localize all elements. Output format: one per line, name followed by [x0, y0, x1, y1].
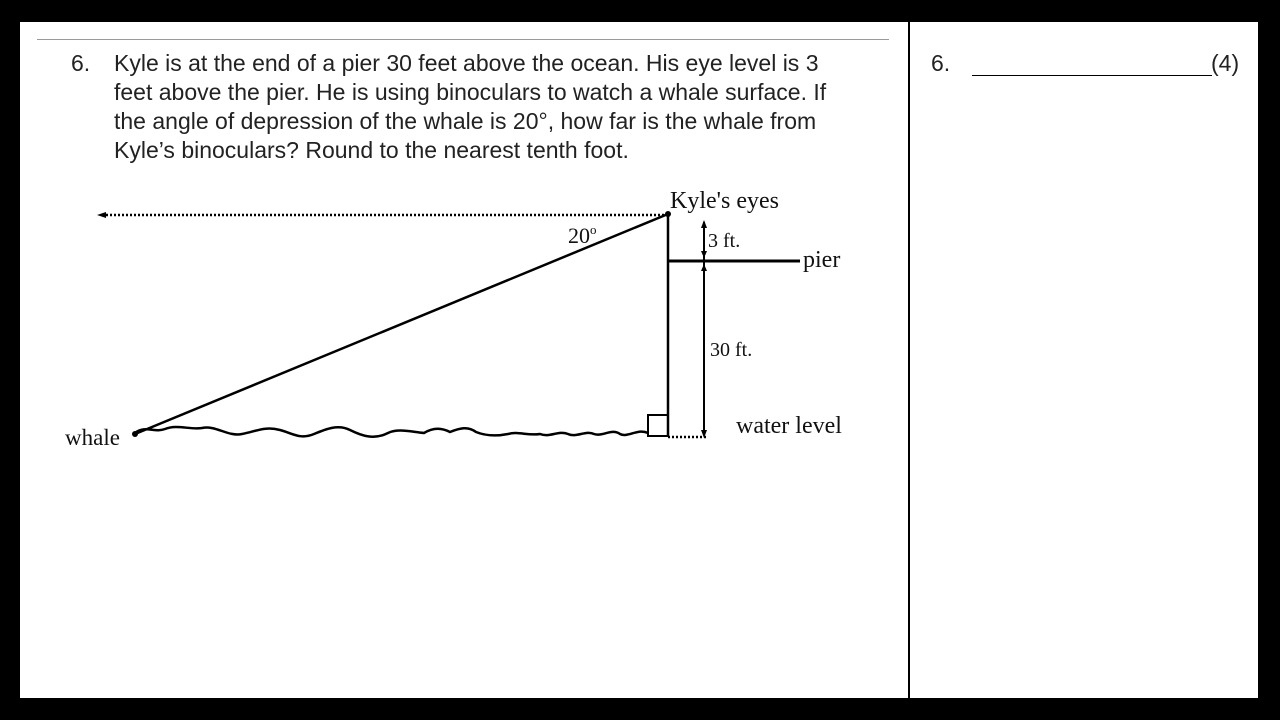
question-line: feet above the pier. He is using binoculars to watch a whale surface. If [114, 79, 827, 105]
kyles-eyes-label: Kyle's eyes [670, 188, 779, 214]
arrow-down-icon [701, 251, 707, 258]
answer-points: (4) [1211, 50, 1240, 76]
question-line: Kyle’s binoculars? Round to the nearest tenth foot. [114, 137, 629, 163]
answer-number: 6. [931, 50, 951, 76]
water-wave-line [135, 427, 648, 437]
pier-height-label: 30 ft. [710, 339, 753, 361]
arrow-left-icon [97, 212, 106, 218]
pier-label: pier [803, 247, 841, 273]
eye-height-label: 3 ft. [708, 230, 741, 252]
question-line: the angle of depression of the whale is 20°, how far is the whale from [114, 108, 817, 134]
water-level-label: water level [736, 413, 842, 439]
whale-label: whale [65, 425, 120, 450]
arrow-up-icon [701, 264, 707, 271]
angle-label: 20$^o$ [568, 222, 597, 248]
question-line: Kyle is at the end of a pier 30 feet above the ocean. His eye level is 3 [114, 50, 819, 76]
worksheet-page [18, 22, 1260, 698]
pier-whale-diagram [20, 22, 1258, 698]
question-number: 6. [71, 50, 91, 76]
right-angle-marker [648, 415, 668, 436]
arrow-up-icon [701, 220, 707, 228]
